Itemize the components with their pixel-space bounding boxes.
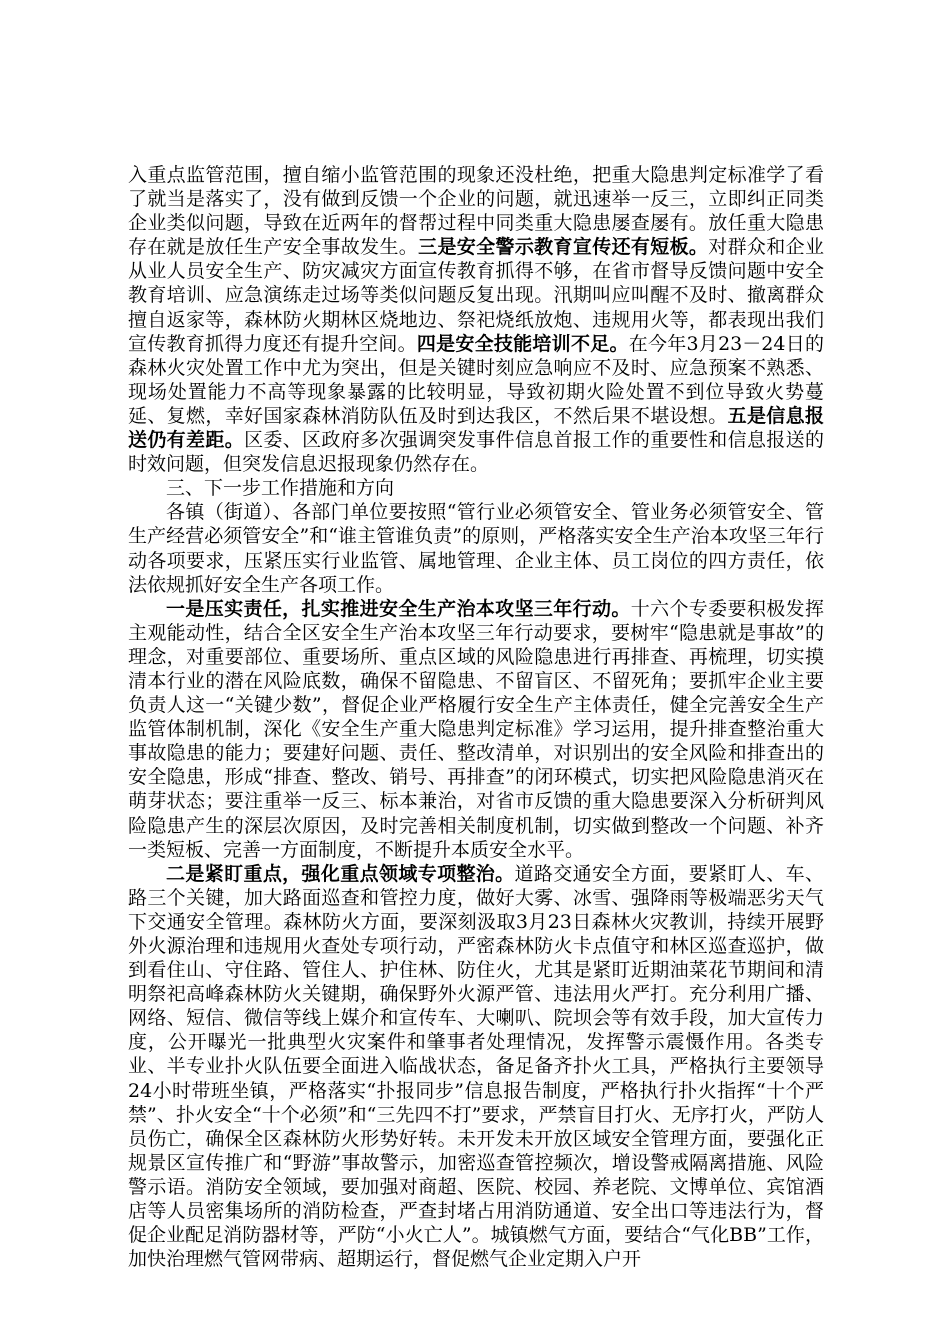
paragraph-problems	[128, 163, 824, 476]
paragraph-measure-1	[128, 597, 824, 862]
section-heading: 三、下一步工作措施和方向	[166, 477, 395, 500]
bold-point-5: 五是信息报送仍有差距。	[128, 404, 824, 452]
paragraph-text: 在今年3月23－24日的森林火灾处置工作中尤为突出，但是关键时刻应急响应不及时、应急预案不熟悉、现场处置能力不高等现象暴露的比较明显，导致初期火险处置不到位导致火势蔓延、复燃，幸好国家森林消防队伍及时到达我区，不然后果不堪设想。	[128, 332, 824, 427]
paragraph-text: 对群众和企业从业人员安全生产、防灾减灾方面宣传教育抓得不够，在省市督导反馈问题中安全教育培训、应急演练走过场等类似问题反复出现。汛期叫应叫醒不及时、撤离群众擅自返家等，森林防火期林区烧地边、祭祀烧纸放炮、违规用火等，都表现出我们宣传教育抓得力度还有提升空间。	[128, 236, 824, 355]
paragraph-intro: 各镇（街道）、各部门单位要按照“管行业必须管安全、管业务必须管安全、管生产经营必须管安全”和“谁主管谁负责”的原则，严格落实安全生产治本攻坚三年行动各项要求，压紧压实行业监管、属地管理、企业主体、员工岗位的四方责任，依法依规抓好安全生产各项工作。	[128, 501, 824, 596]
document-page	[128, 163, 824, 1271]
paragraph-measure-2	[128, 862, 824, 1272]
paragraph-text: 道路交通安全方面，要紧盯人、车、路三个关键，加大路面巡查和管控力度，做好大雾、冰雪、强降雨等极端恶劣天气下交通安全管理。森林防火方面，要深刻汲取3月23日森林火灾教训，持续开展野外火源治理和违规用火查处专项行动，严密森林防火卡点值守和林区巡查巡护，做到看住山、守住路、管住人、护住林、防住火，尤其是紧盯近期油菜花节期间和清明祭祀高峰森林防火关键期，确保野外火源严管、违法用火严打。充分利用广播、网络、短信、微信等线上媒介和宣传车、大喇叭、院坝会等有效手段，加大宣传力度，公开曝光一批典型火灾案件和肇事者处理情况，发挥警示震慑作用。各类专业、半专业扑火队伍要全面进入临战状态，备足备齐扑火工具，严格执行主要领导24小时带班坐镇，严格落实“扑报同步”信息报告制度，严格执行扑火指挥“十个严禁”、扑火安全“十个必须”和“三先四不打”要求，严禁盲目打火、无序打火，严防人员伤亡，确保全区森林防火形势好转。未开发未开放区域安全管理方面，要强化正规景区宣传推广和“野游”事故警示，加密巡查管控频次，增设警戒隔离措施、风险警示语。消防安全领域，要加强对商超、医院、校园、养老院、文博单位、宾馆酒店等人员密集场所的消防检查，严查封堵占用消防通道、安全出口等违法行为，督促企业配足消防器材等，严防“小火亡人”。城镇燃气方面，要结合“气化BB”工作，加快治理燃气管网带病、超期运行，督促燃气企业定期入户开	[128, 862, 824, 1271]
bold-point-3: 三是安全警示教育宣传还有短板。	[418, 236, 709, 259]
paragraph-text: 十六个专委要积极发挥主观能动性，结合全区安全生产治本攻坚三年行动要求，要树牢“隐患就是事故”的理念，对重要部位、重要场所、重点区域的风险隐患进行再排查、再梳理，切实摸清本行业的潜在风险底数，确保不留隐患、不留盲区、不留死角；要抓牢企业主要负责人这一“关键少数”，督促企业严格履行安全生产主体责任，健全完善安全生产监管体制机制，深化《安全生产重大隐患判定标准》学习运用，提升排查整治重大事故隐患的能力；要建好问题、责任、整改清单，对识别出的安全风险和排查出的安全隐患，形成“排查、整改、销号、再排查”的闭环模式，切实把风险隐患消灭在萌芽状态；要注重举一反三、标本兼治，对省市反馈的重大隐患要深入分析研判风险隐患产生的深层次原因，及时完善相关制度机制，切实做到整改一个问题、补齐一类短板、完善一方面制度，不断提升本质安全水平。	[128, 597, 824, 861]
paragraph-text: 区委、区政府多次强调突发事件信息首报工作的重要性和信息报送的时效问题，但突发信息迟报现象仍然存在。	[128, 429, 824, 476]
paragraph-text: 入重点监管范围，擅自缩小监管范围的现象还没杜绝，把重大隐患判定标准学了看了就当是落实了，没有做到反馈一个企业的问题，就迅速举一反三，立即纠正同类企业类似问题，导致在近两年的督帮过程中同类重大隐患屡查屡有。放任重大隐患存在就是放任生产安全事故发生。	[128, 164, 824, 259]
bold-measure-1: 一是压实责任，扎实推进安全生产治本攻坚三年行动。	[166, 597, 631, 620]
bold-point-4: 四是安全技能培训不足。	[416, 332, 629, 355]
bold-measure-2: 二是紧盯重点，强化重点领域专项整治。	[166, 862, 515, 885]
